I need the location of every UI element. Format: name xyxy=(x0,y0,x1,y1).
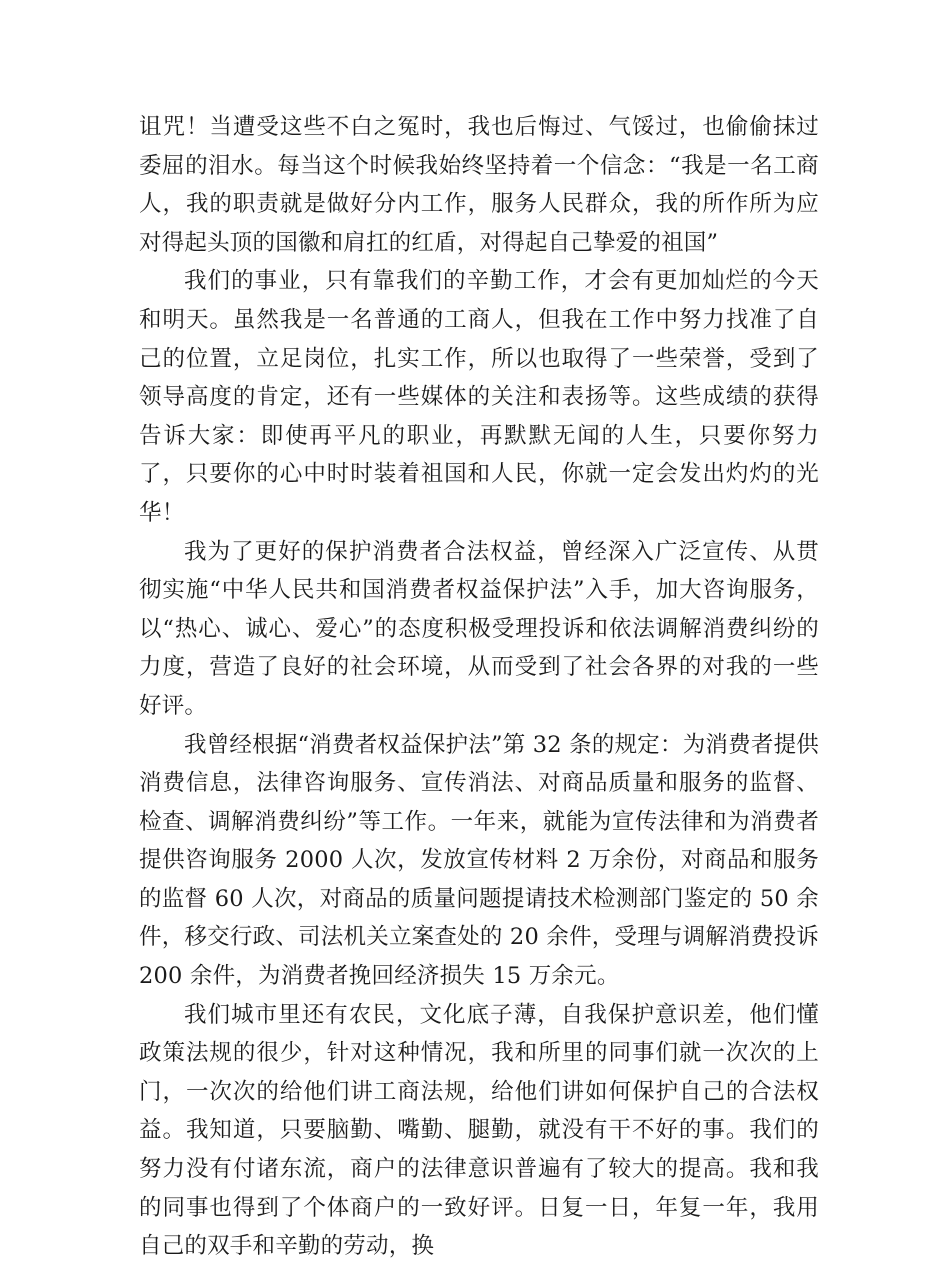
paragraph-5: 我们城市里还有农民，文化底子薄，自我保护意识差，他们懂政策法规的很少，针对这种情况，我和所里的同事们就一次次的上门，一次次的给他们讲工商法规，给他们讲如何保护自己的合法权益。我知道，只要脑勤、嘴勤、腿勤，就没有干不好的事。我们的努力没有付诸东流，商户的法律意识普遍有了较大的提高。我和我的同事也得到了个体商户的一致好评。日复一日，年复一年，我用自己的双手和辛勤的劳动，换 xyxy=(139,1001,819,1260)
paragraph-3: 我为了更好的保护消费者合法权益，曾经深入广泛宣传、从贯彻实施“中华人民共和国消费者权益保护法”入手，加大咨询服务，以“热心、诚心、爱心”的态度积极受理投诉和依法调解消费纠纷的力度，营造了良好的社会环境，从而受到了社会各界的对我的一些好评。 xyxy=(139,538,819,719)
paragraph-2: 我们的事业，只有靠我们的辛勤工作，才会有更加灿烂的今天和明天。虽然我是一名普通的工商人，但我在工作中努力找准了自己的位置，立足岗位，扎实工作，所以也取得了一些荣誉，受到了领导高度的肯定，还有一些媒体的关注和表扬等。这些成绩的获得告诉大家：即使再平凡的职业，再默默无闻的人生，只要你努力了，只要你的心中时时装着祖国和人民，你就一定会发出灼灼的光华！ xyxy=(139,268,819,526)
document-body xyxy=(139,108,819,1266)
paragraph-1: 诅咒！当遭受这些不白之冤时，我也后悔过、气馁过，也偷偷抹过委屈的泪水。每当这个时候我始终坚持着一个信念：“我是一名工商人，我的职责就是做好分内工作，服务人民群众，我的所作所为应对得起头顶的国徽和肩扛的红盾，对得起自己挚爱的祖国” xyxy=(139,114,819,256)
paragraph-4: 我曾经根据“消费者权益保护法”第 32 条的规定：为消费者提供消费信息，法律咨询服务、宣传消法、对商品质量和服务的监督、检查、调解消费纠纷”等工作。一年来，就能为宣传法律和为消费者提供咨询服务 2000 人次，发放宣传材料 2 万余份，对商品和服务的监督 60 人次，对商品的质量问题提请技术检测部门鉴定的 50 余件，移交行政、司法机关立案查处的 20 余件，受理与调解消费投诉 200 余件，为消费者挽回经济损失 15 万余元。 xyxy=(139,731,819,990)
